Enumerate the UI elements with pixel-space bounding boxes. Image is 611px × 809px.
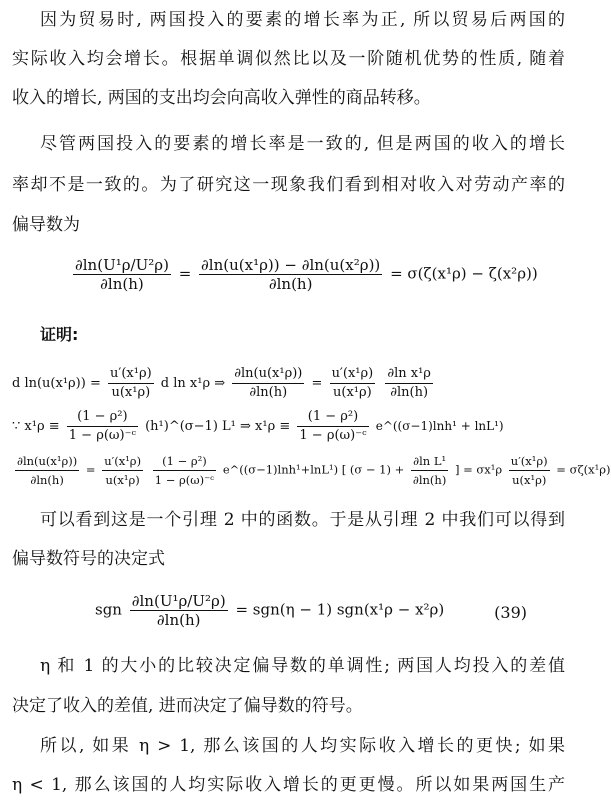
p3-d: = σζ(x¹ρ) <box>556 462 611 477</box>
para-line-4: 尽管两国投入的要素的增长率是一致的, 但是两国的收入的增长 <box>40 134 565 154</box>
para-line-2: 实际收入均会增长。根据单调似然比以及一阶随机优势的性质, 随着 <box>12 49 565 69</box>
para-line-7: 可以看到这是一个引理 2 中的函数。于是从引理 2 中我们可以得到 <box>40 510 565 530</box>
eq1-mid-denominator: ∂ln(h) <box>268 275 313 293</box>
p1-f1-num: u′(x¹ρ) <box>108 365 154 384</box>
p2-f2-den: 1 − ρ(ω)⁻ᶜ <box>299 428 367 443</box>
p1-c: = <box>311 376 323 391</box>
equation-39 <box>95 592 444 629</box>
eq39-rhs: = sgn(η − 1) sgn(x¹ρ − x²ρ) <box>235 600 445 619</box>
para-line-12: η < 1, 那么该国的人均实际收入增长的更更慢。所以如果两国生产 <box>12 775 565 795</box>
proof-line-1 <box>12 365 436 402</box>
para-line-8: 偏导数符号的决定式 <box>12 549 165 569</box>
p2-f1-num: (1 − ρ²) <box>67 408 138 427</box>
para-line-6: 偏导数为 <box>12 215 80 235</box>
para-line-1: 因为贸易时, 两国投入的要素的增长率为正, 所以贸易后两国的 <box>40 10 565 30</box>
p2-b: (h¹)^(σ−1) L¹ ⇒ x¹ρ ≡ <box>145 419 291 434</box>
eq39-sgn: sgn <box>95 600 122 619</box>
equation-relative-income: $\frac{\text{∂ln(U¹ρ/U²ρ)}}{\partial\ln(h)}$ = $\frac{\text{∂ln(u(x¹ρ)) − ∂ln(u(x²ρ))}}{\partial\ln(h)}$ = σ(ζ(x¹ρ) − ζ(x²ρ)) <box>75 256 538 293</box>
p3-f5-den: u(x¹ρ) <box>512 473 547 487</box>
para-line-3: 收入的增长, 两国的支出均会向高收入弹性的商品转移。 <box>12 88 431 108</box>
p3-f2-den: u(x¹ρ) <box>105 473 140 487</box>
p1-f3-den: u(x¹ρ) <box>333 385 372 400</box>
p2-a: ∵ x¹ρ ≡ <box>12 419 60 434</box>
p1-f1-den: u(x¹ρ) <box>111 385 151 400</box>
p1-b: d ln x¹ρ ⇒ <box>160 376 226 391</box>
p1-f3-num: u′(x¹ρ) <box>330 365 376 384</box>
p1-f4-num: ∂ln x¹ρ <box>385 365 433 384</box>
p3-a: = <box>85 462 96 477</box>
p1-f4-den: ∂ln(h) <box>390 385 429 400</box>
eq1-mid-numerator: ∂ln(u(x¹ρ)) − ∂ln(u(x²ρ)) <box>201 256 381 274</box>
p2-c: e^((σ−1)lnh¹ + lnL¹) <box>375 419 504 433</box>
p3-f3-den: 1 − ρ(ω)⁻ᶜ <box>154 473 215 487</box>
p3-f4-num: ∂ln L¹ <box>411 452 448 471</box>
proof-label: 证明: <box>40 325 79 344</box>
proof-line-2 <box>12 408 504 445</box>
para-line-9: η 和 1 的大小的比较决定偏导数的单调性; 两国人均投入的差值 <box>40 656 565 676</box>
p3-f1-den: ∂ln(h) <box>30 473 64 487</box>
para-line-11: 所以, 如果 η > 1, 那么该国的人均实际收入增长的更快; 如果 <box>40 736 565 756</box>
p3-f5-num: u′(x¹ρ) <box>509 452 550 471</box>
eq1-lhs-denominator: ∂ln(h) <box>100 275 144 293</box>
p3-c: ] = σx¹ρ <box>454 462 503 477</box>
eq39-denominator: ∂ln(h) <box>156 611 201 629</box>
p3-f2-num: u′(x¹ρ) <box>102 452 143 471</box>
eq1-lhs-numerator: ∂ln(U¹ρ/U²ρ) <box>75 256 169 274</box>
para-line-10: 决定了收入的差值, 进而决定了偏导数的符号。 <box>12 696 363 716</box>
p3-f4-den: ∂ln(h) <box>412 473 447 487</box>
proof-line-3 <box>12 452 611 489</box>
para-line-5: 率却不是一致的。为了研究这一现象我们看到相对收入对劳动产率的 <box>12 175 565 195</box>
equation-number: (39) <box>494 603 527 622</box>
p3-f3-num: (1 − ρ²) <box>153 452 216 471</box>
p1-f2-num: ∂ln(u(x¹ρ)) <box>232 365 304 384</box>
p3-b: e^((σ−1)lnh¹+lnL¹) [ (σ − 1) + <box>222 462 405 477</box>
eq1-rhs: = σ(ζ(x¹ρ) − ζ(x²ρ)) <box>390 264 538 283</box>
eq39-numerator: ∂ln(U¹ρ/U²ρ) <box>131 592 226 610</box>
p2-f2-num: (1 − ρ²) <box>297 408 368 427</box>
p1-f2-den: ∂ln(h) <box>249 385 288 400</box>
p2-f1-den: 1 − ρ(ω)⁻ᶜ <box>68 428 136 443</box>
p1-a: d ln(u(x¹ρ)) = <box>12 376 101 391</box>
p3-f1-num: ∂ln(u(x¹ρ)) <box>15 452 79 471</box>
